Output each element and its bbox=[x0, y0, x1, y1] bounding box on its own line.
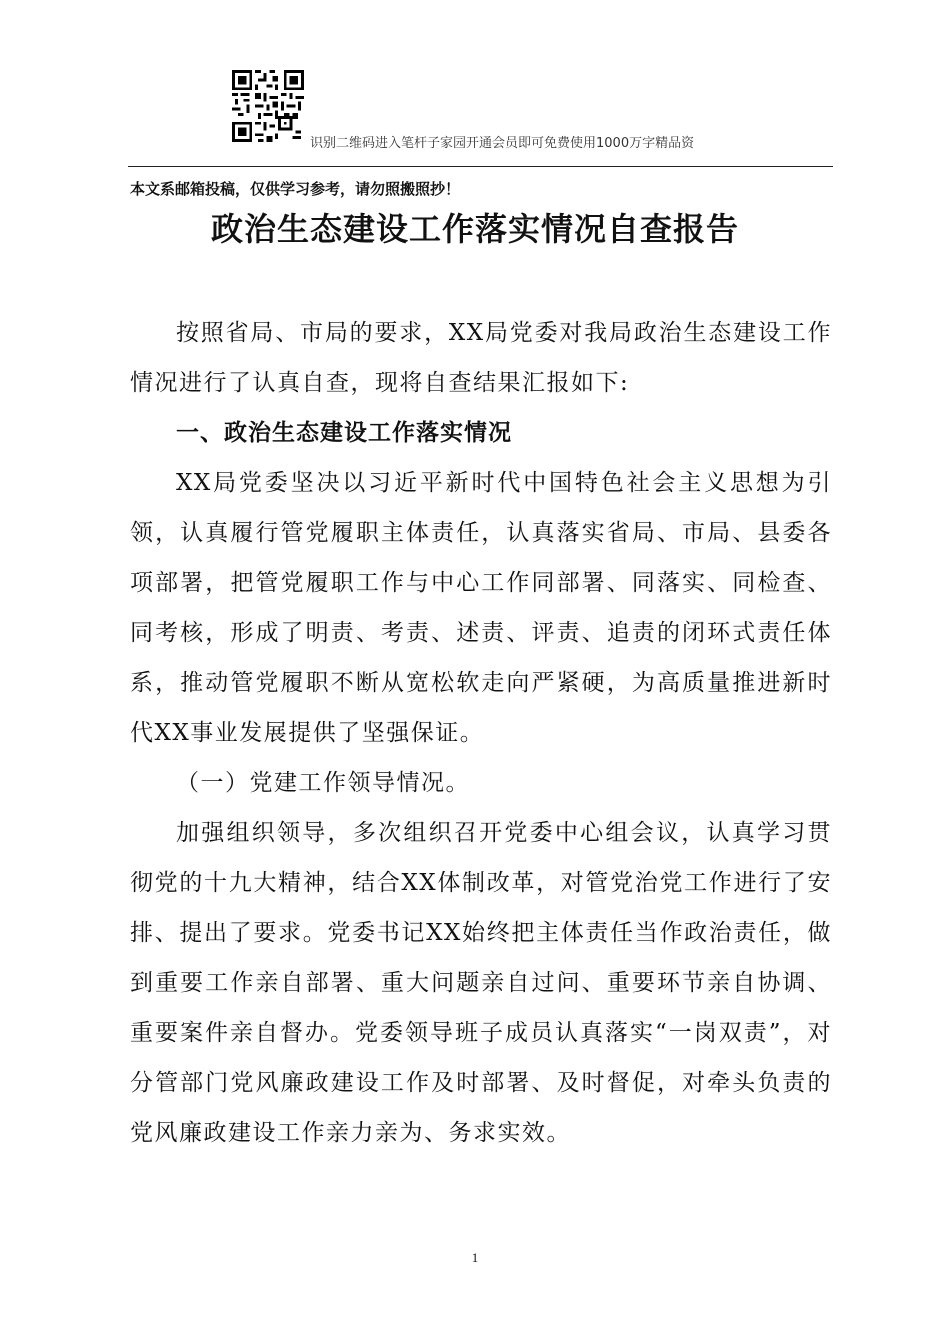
disclaimer: 本文系邮箱投稿，仅供学习参考，请勿照搬照抄！ bbox=[130, 180, 461, 198]
section-heading: 一、政治生态建设工作落实情况 bbox=[176, 420, 512, 446]
document-body bbox=[130, 308, 832, 1158]
subsection-heading: （一）党建工作领导情况。 bbox=[176, 770, 470, 796]
body-paragraph: 加强组织领导，多次组织召开党委中心组会议，认真学习贯彻党的十九大精神，结合XX体制改革，对管党治党工作进行了安排、提出了要求。党委书记XX始终把主体责任当作政治责任，做到重要工作亲自部署、重大问题亲自过问、重要环节亲自协调、重要案件亲自督办。党委领导班子成员认真落实“一岗双责”，对分管部门党风廉政建设工作及时部署、及时督促，对牵头负责的党风廉政建设工作亲力亲为、务求实效。 bbox=[130, 820, 832, 1146]
header-divider bbox=[128, 166, 833, 167]
page-number: 1 bbox=[471, 1250, 479, 1265]
document-title: 政治生态建设工作落实情况自查报告 bbox=[210, 210, 739, 248]
qr-code-icon bbox=[232, 70, 304, 142]
header-promo-note: 识别二维码进入笔杆子家园开通会员即可免费使用1000万字精品资 bbox=[310, 136, 695, 151]
intro-paragraph: 按照省局、市局的要求，XX局党委对我局政治生态建设工作情况进行了认真自查，现将自查结果汇报如下: bbox=[130, 320, 832, 396]
body-paragraph: XX局党委坚决以习近平新时代中国特色社会主义思想为引领，认真履行管党履职主体责任，认真落实省局、市局、县委各项部署，把管党履职工作与中心工作同部署、同落实、同检查、同考核，形成了明责、考责、述责、评责、追责的闭环式责任体系，推动管党履职不断从宽松软走向严紧硬，为高质量推进新时代XX事业发展提供了坚强保证。 bbox=[130, 470, 832, 746]
